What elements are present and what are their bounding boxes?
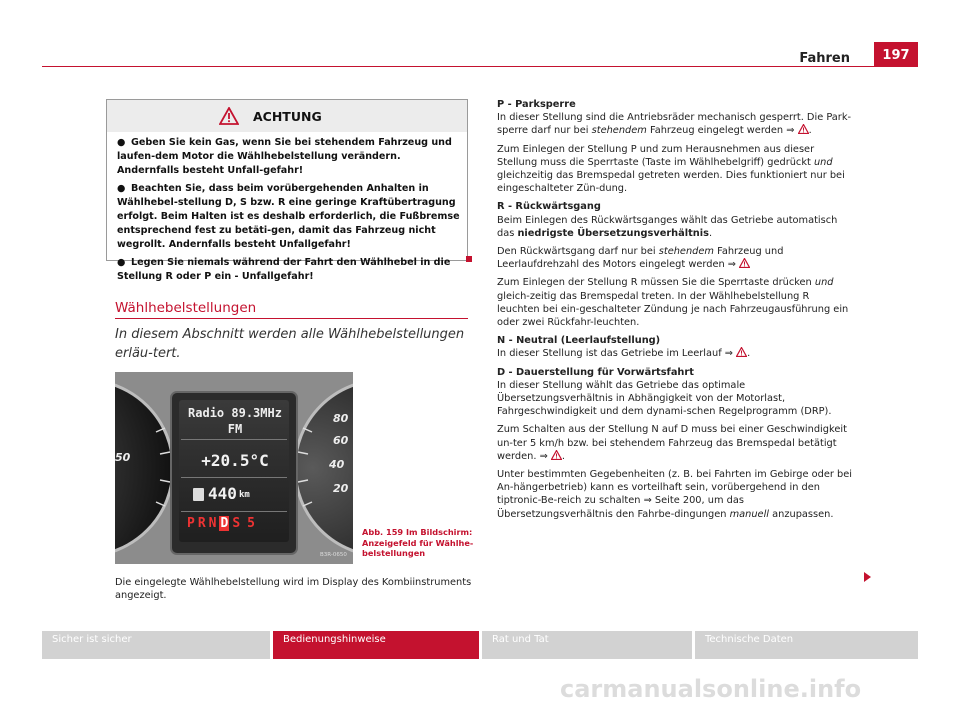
gear-d-selected: D bbox=[220, 516, 229, 531]
footer-tab-sicher[interactable]: Sicher ist sicher bbox=[42, 631, 270, 659]
section-intro: In diesem Abschnitt werden alle Wählhebelstellungen erläu-tert. bbox=[115, 327, 465, 361]
p-heading: P - Parksperre bbox=[497, 99, 576, 110]
gauge-right-label: 40 bbox=[329, 458, 345, 471]
gear-n: N bbox=[208, 516, 217, 531]
watermark: carmanualsonline.info bbox=[560, 675, 862, 703]
footer-tab-technik[interactable]: Technische Daten bbox=[695, 631, 918, 659]
gauge-right-label: 60 bbox=[333, 434, 349, 447]
continue-arrow-icon bbox=[864, 572, 871, 582]
d-heading: D - Dauerstellung für Vorwärtsfahrt bbox=[497, 366, 694, 378]
page-number: 197 bbox=[874, 42, 918, 67]
warning-box bbox=[106, 99, 468, 282]
section-title: Wählhebelstellungen bbox=[115, 300, 257, 316]
warning-item: ● Geben Sie kein Gas, wenn Sie bei stehendem Fahrzeug und laufen-dem Motor die Wählhebelstellung verändern. Andernfalls besteht Unfall-gefahr! bbox=[117, 137, 452, 177]
display-band: FM bbox=[227, 422, 243, 436]
gauge-left-label: 50 bbox=[115, 451, 131, 464]
d-paragraph: Unter bestimmten Gegebenheiten (z. B. bei Fahrten im Gebirge oder bei An-hängerbetrieb) kann es vorteilhaft sein, vorübergehend in den tiptronic-Be-reich zu schalten ⇒ Seite 200, um das Übersetzungsverhältnis den Fahrbe-dingungen manuell anzupassen. bbox=[497, 469, 852, 520]
gear-5: 5 bbox=[247, 516, 255, 531]
instrument-cluster-figure bbox=[115, 372, 353, 564]
gauge-right-label: 20 bbox=[333, 482, 349, 495]
r-paragraph: Den Rückwärtsgang darf nur bei stehendem Fahrzeug und Leerlaufdrehzahl des Motors eingelegt werden ⇒ bbox=[497, 246, 784, 271]
warning-ref-icon[interactable] bbox=[551, 450, 562, 460]
gear-p: P bbox=[187, 516, 195, 531]
d-paragraph: In dieser Stellung wählt das Getriebe das optimale Übersetzungsverhältnis in Abhängigkeit von der Motorlast, Fahrgeschwindigkeit und dem dynami-schen Regelprogramm (DRP). bbox=[497, 379, 832, 418]
footer-tab-rat[interactable]: Rat und Tat bbox=[482, 631, 692, 659]
warning-item: ● Legen Sie niemals während der Fahrt den Wählhebel in die Stellung R oder P ein - Unfallgefahr! bbox=[117, 256, 451, 282]
warning-item: ● Beachten Sie, dass beim vorübergehenden Anhalten in Wählhebel-stellung D, S bzw. R eine geringe Kraftübertragung erfolgt. Beim Halten ist es deshalb erforderlich, die Fußbremse entsprechend fest zu betäti-gen, damit das Fahrzeug nicht wegrollt. Andernfalls besteht Unfallgefahr! bbox=[117, 182, 460, 251]
figure-description: Die eingelegte Wählhebelstellung wird im Display des Kombiinstruments angezeigt. bbox=[115, 577, 472, 601]
figure-code: B3R-0650 bbox=[320, 552, 347, 558]
warning-icon bbox=[219, 107, 239, 125]
r-paragraph: Zum Einlegen der Stellung R müssen Sie die Sperrtaste drücken und gleich-zeitig das Bremspedal treten. In der Wählhebelstellung R leuchten bei ein-geschalteter Zündung je nach Fahrzeugausführung ein oder zwei Rückfahr-leuchten. bbox=[497, 277, 849, 329]
warning-ref-icon[interactable] bbox=[798, 124, 809, 134]
caption-number: Abb. 159 bbox=[362, 527, 404, 537]
warning-header bbox=[107, 100, 467, 132]
p-paragraph: Zum Einlegen der Stellung P und zum Herausnehmen aus dieser Stellung muss die Sperrtaste (Taste im Wählhebelgriff) gedrückt und gleichzeitig das Bremspedal getreten werden. Dies funktioniert nur bei eingeschalteter Zün-dung. bbox=[497, 143, 845, 195]
n-paragraph: In dieser Stellung ist das Getriebe im Leerlauf ⇒ . bbox=[497, 348, 751, 360]
n-heading: N - Neutral (Leerlaufstellung) bbox=[497, 335, 661, 347]
display-divider bbox=[181, 439, 287, 440]
warning-ref-icon[interactable] bbox=[736, 347, 747, 357]
warning-title: ACHTUNG bbox=[253, 109, 322, 124]
r-paragraph: Beim Einlegen des Rückwärtsganges wählt das Getriebe automatisch das niedrigste Übersetzungsverhältnis. bbox=[497, 214, 838, 239]
figure-caption bbox=[362, 527, 474, 559]
display-range: 440 bbox=[208, 484, 237, 503]
display-temperature: +20.5°C bbox=[201, 451, 269, 470]
right-column bbox=[497, 98, 853, 526]
gear-r: R bbox=[197, 516, 206, 531]
display-divider bbox=[181, 477, 287, 478]
page-header-title: Fahren bbox=[799, 51, 850, 66]
gear-indicator bbox=[187, 516, 255, 531]
d-paragraph: Zum Schalten aus der Stellung N auf D muss bei einer Geschwindigkeit un-ter 5 km/h bzw. bei stehendem Fahrzeug das Bremspedal betätigt werden. ⇒ . bbox=[497, 424, 847, 462]
display-divider bbox=[181, 511, 287, 512]
end-marker bbox=[466, 256, 472, 262]
section-rule bbox=[115, 318, 468, 319]
header-rule bbox=[42, 66, 918, 67]
warning-ref-icon[interactable] bbox=[739, 258, 750, 268]
p-paragraph: In dieser Stellung sind die Antriebsräder mechanisch gesperrt. Die Park-sperre darf nur bei stehendem Fahrzeug eingelegt werden ⇒ . bbox=[497, 112, 852, 137]
gear-s: S bbox=[232, 516, 241, 531]
footer-tab-bedienung[interactable]: Bedienungshinweise bbox=[273, 631, 479, 659]
fuel-pump-icon bbox=[193, 488, 204, 501]
warning-list bbox=[117, 136, 461, 287]
gauge-right-label: 80 bbox=[333, 412, 349, 425]
caption-text: Im Bildschirm: Anzeigefeld für Wählhe-belstellungen bbox=[362, 527, 474, 558]
r-heading: R - Rückwärtsgang bbox=[497, 201, 601, 213]
display-radio: Radio 89.3MHz bbox=[188, 406, 282, 420]
display-range-unit: km bbox=[239, 490, 250, 500]
